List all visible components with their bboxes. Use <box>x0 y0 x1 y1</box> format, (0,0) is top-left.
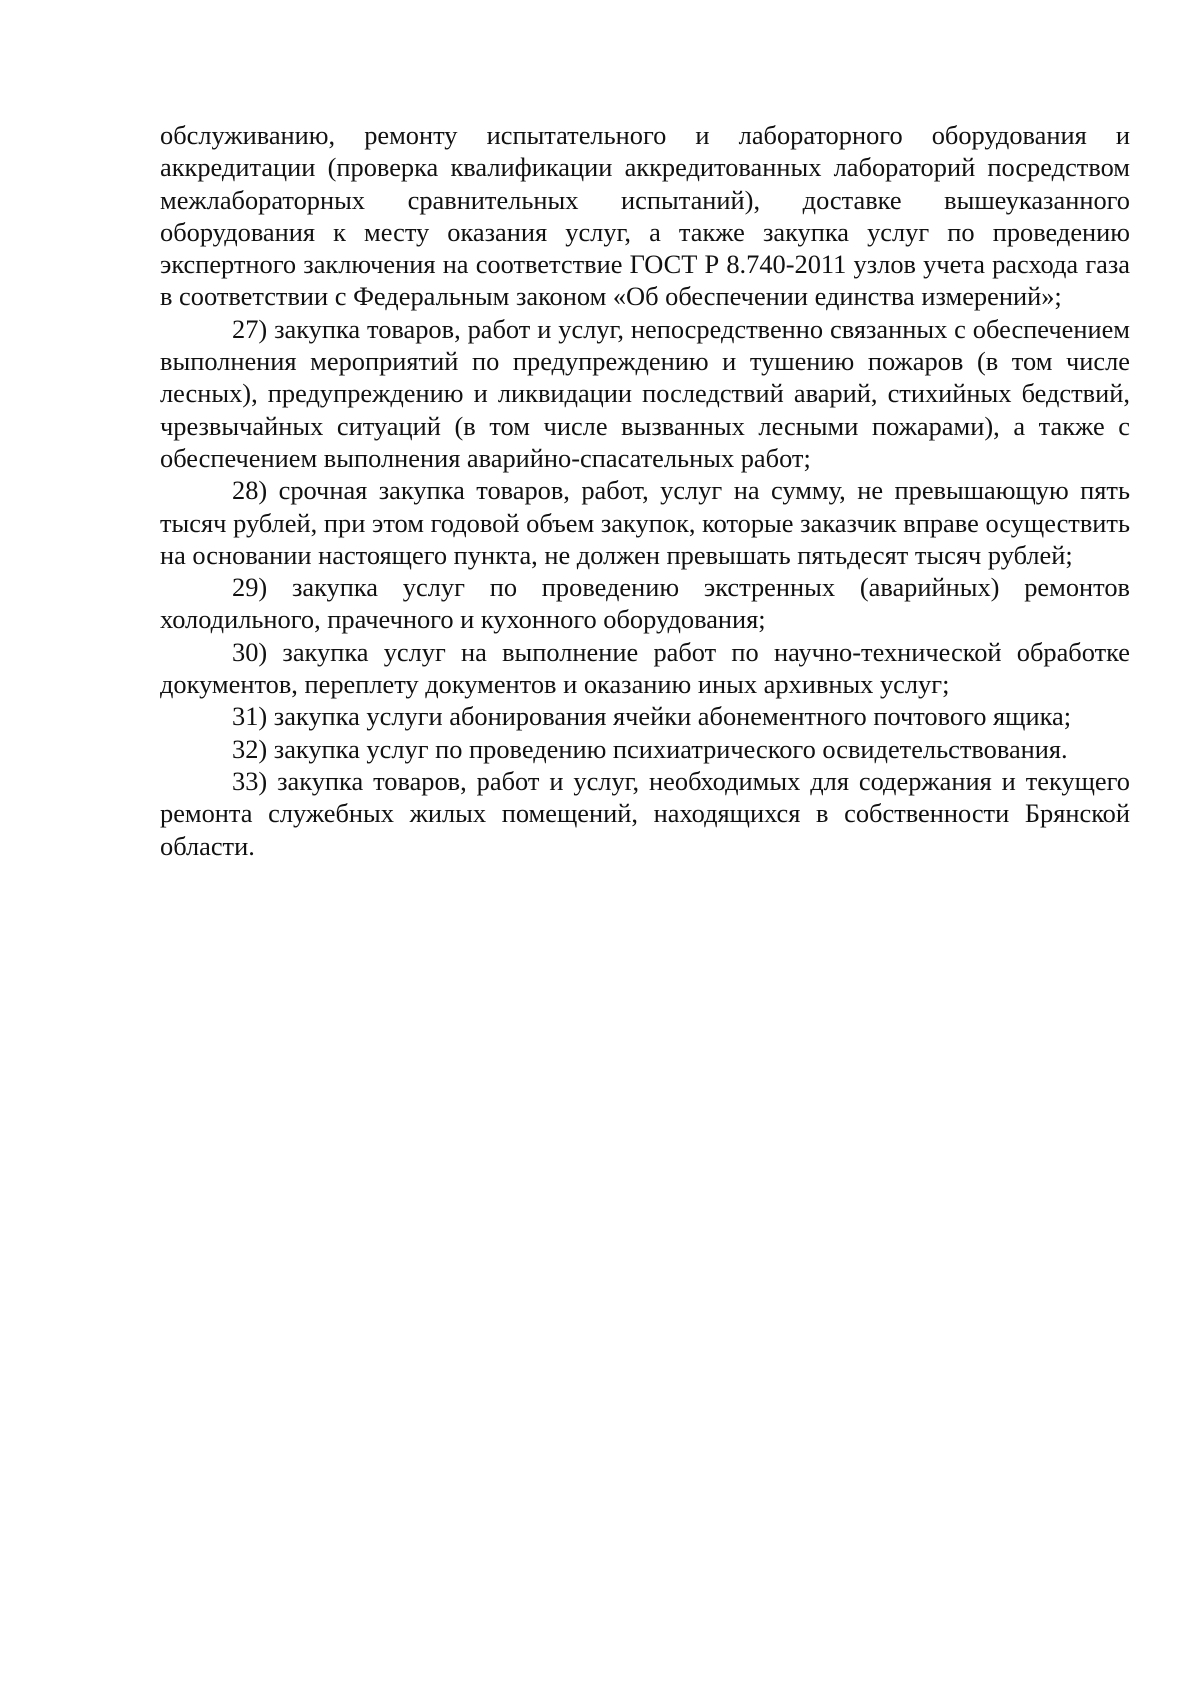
paragraph-item-30: 30) закупка услуг на выполнение работ по научно-технической обработке документов, переплету документов и оказанию иных архивных услуг; <box>160 636 1130 700</box>
paragraph-item-31: 31) закупка услуги абонирования ячейки абонементного почтового ящика; <box>232 701 1072 732</box>
paragraph-item-28: 28) срочная закупка товаров, работ, услуг на сумму, не превышающую пять тысяч рублей, при этом годовой объем закупок, которые заказчик вправе осуществить на основании настоящего пункта, не должен превышать пятьдесят тысяч рублей; <box>160 475 1130 570</box>
paragraph-item-33: 33) закупка товаров, работ и услуг, необходимых для содержания и текущего ремонта служебных жилых помещений, находящихся в собственности Брянской области. <box>160 765 1130 861</box>
paragraph-item-32: 32) закупка услуг по проведению психиатрического освидетельствования. <box>232 733 1068 764</box>
paragraph-item-29: 29) закупка услуг по проведению экстренных (аварийных) ремонтов холодильного, прачечного и кухонного оборудования; <box>160 572 1130 635</box>
paragraph-item-27: 27) закупка товаров, работ и услуг, непосредственно связанных с обеспечением выполнения мероприятий по предупреждению и тушению пожаров (в том числе лесных), предупреждению и ликвидации последствий аварий, стихийных бедствий, чрезвычайных ситуаций (в том числе вызванных лесными пожарами), а также с обеспечением выполнения аварийно-спасательных работ; <box>160 313 1130 473</box>
document-body <box>160 119 1130 862</box>
paragraph-continuation: обслуживанию, ремонту испытательного и лабораторного оборудования и аккредитации (проверка квалификации аккредитованных лабораторий посредством межлабораторных сравнительных испытаний), доставке вышеуказанного оборудования к месту оказания услуг, а также закупка услуг по проведению экспертного заключения на соответствие ГОСТ Р 8.740-2011 узлов учета расхода газа в соответствии с Федеральным законом «Об обеспечении единства измерений»; <box>160 120 1130 312</box>
